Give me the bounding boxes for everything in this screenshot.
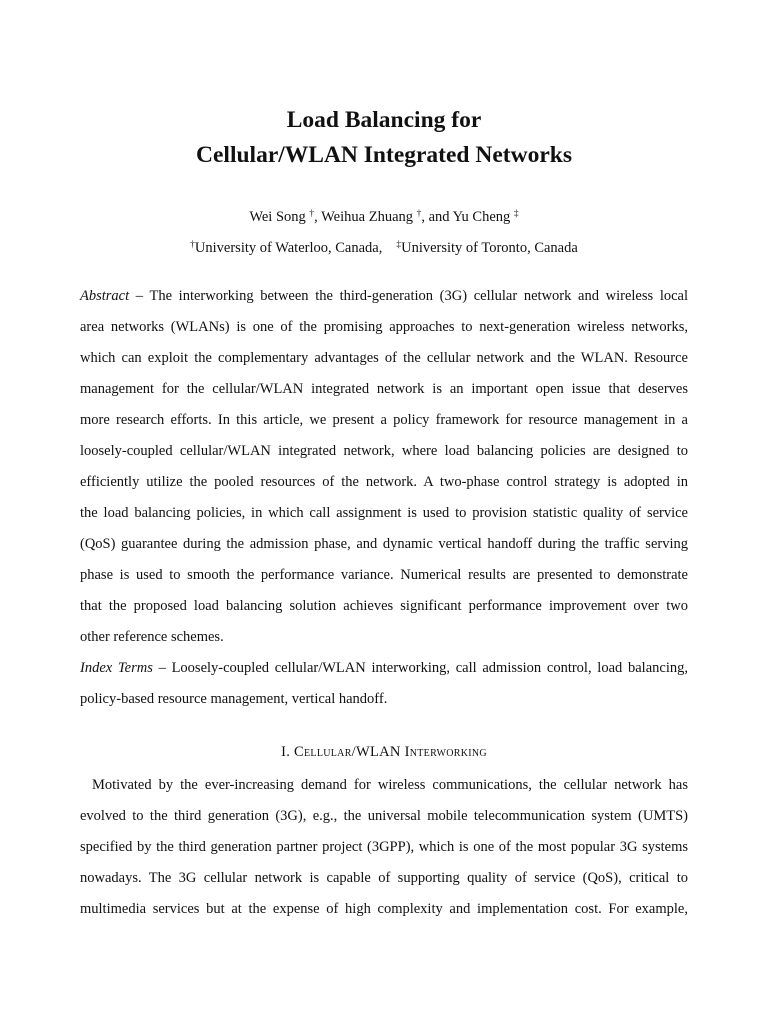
section-body (80, 770, 688, 925)
affiliations (80, 238, 688, 258)
abstract-line: more research efforts. In this article, we present a policy framework for resource management in a (80, 412, 688, 428)
affiliation-mark: ‡ (396, 240, 402, 250)
author-name: Weihua Zhuang (321, 209, 413, 225)
title-line-1: Load Balancing for (286, 107, 482, 133)
abstract-line: efficiently utilize the pooled resources of the network. A two-phase control strategy is adopted in (80, 474, 688, 490)
affiliation-mark: † (190, 240, 195, 250)
body-line: nowadays. The 3G cellular network is capable of supporting quality of service (QoS), critical to (80, 870, 688, 886)
title-line-2: Cellular/WLAN Integrated Networks (196, 142, 572, 168)
affiliation-mark: ‡ (513, 209, 519, 219)
affiliation-name: University of Waterloo, Canada, (194, 240, 383, 256)
author-name: Wei Song (249, 209, 306, 225)
abstract-line: area networks (WLANs) is one of the promising approaches to next-generation wireless networks, (80, 319, 688, 335)
author-separator: , and (421, 209, 453, 225)
abstract-line: phase is used to smooth the performance variance. Numerical results are presented to demonstrate (80, 567, 688, 583)
abstract-line: the load balancing policies, in which call assignment is used to provision statistic quality of service (80, 505, 688, 521)
body-line: Motivated by the ever-increasing demand for wireless communications, the cellular network has (92, 777, 688, 793)
abstract (80, 281, 688, 653)
body-line: multimedia services but at the expense of high complexity and implementation cost. For example, (80, 901, 688, 917)
index-terms-line: – Loosely-coupled cellular/WLAN interworking, call admission control, load balancing, (152, 660, 688, 676)
abstract-line: which can exploit the complementary advantages of the cellular network and the WLAN. Resource (80, 350, 688, 366)
author-name: Yu Cheng (452, 209, 511, 225)
abstract-line: that the proposed load balancing solution achieves significant performance improvement over two (80, 598, 688, 614)
abstract-line: loosely-coupled cellular/WLAN integrated network, where load balancing policies are designed to (80, 443, 688, 459)
affiliation-mark: † (309, 209, 315, 219)
abstract-line: other reference schemes. (80, 629, 224, 645)
abstract-line: (QoS) guarantee during the admission phase, and dynamic vertical handoff during the traffic serving (80, 536, 688, 552)
index-terms-line: policy-based resource management, vertical handoff. (80, 691, 388, 707)
body-line: evolved to the third generation (3G), e.g., the universal mobile telecommunication system (UMTS) (80, 808, 688, 824)
index-terms-label: Index Terms (80, 660, 153, 676)
abstract-line: management for the cellular/WLAN integrated network is an important open issue that deserves (80, 381, 688, 397)
author-separator: , (314, 209, 322, 225)
section-heading: I. Cellular/WLAN Interworking (281, 744, 487, 760)
affiliation-mark: † (416, 209, 422, 219)
paper-title (80, 0, 688, 173)
author-list (80, 207, 688, 227)
index-terms (80, 653, 688, 715)
affiliation-name: University of Toronto, Canada (401, 240, 578, 256)
abstract-line: – The interworking between the third-generation (3G) cellular network and wireless local (129, 288, 688, 304)
abstract-label: Abstract (80, 288, 130, 304)
body-line: specified by the third generation partner project (3GPP), which is one of the most popular 3G systems (80, 839, 688, 855)
